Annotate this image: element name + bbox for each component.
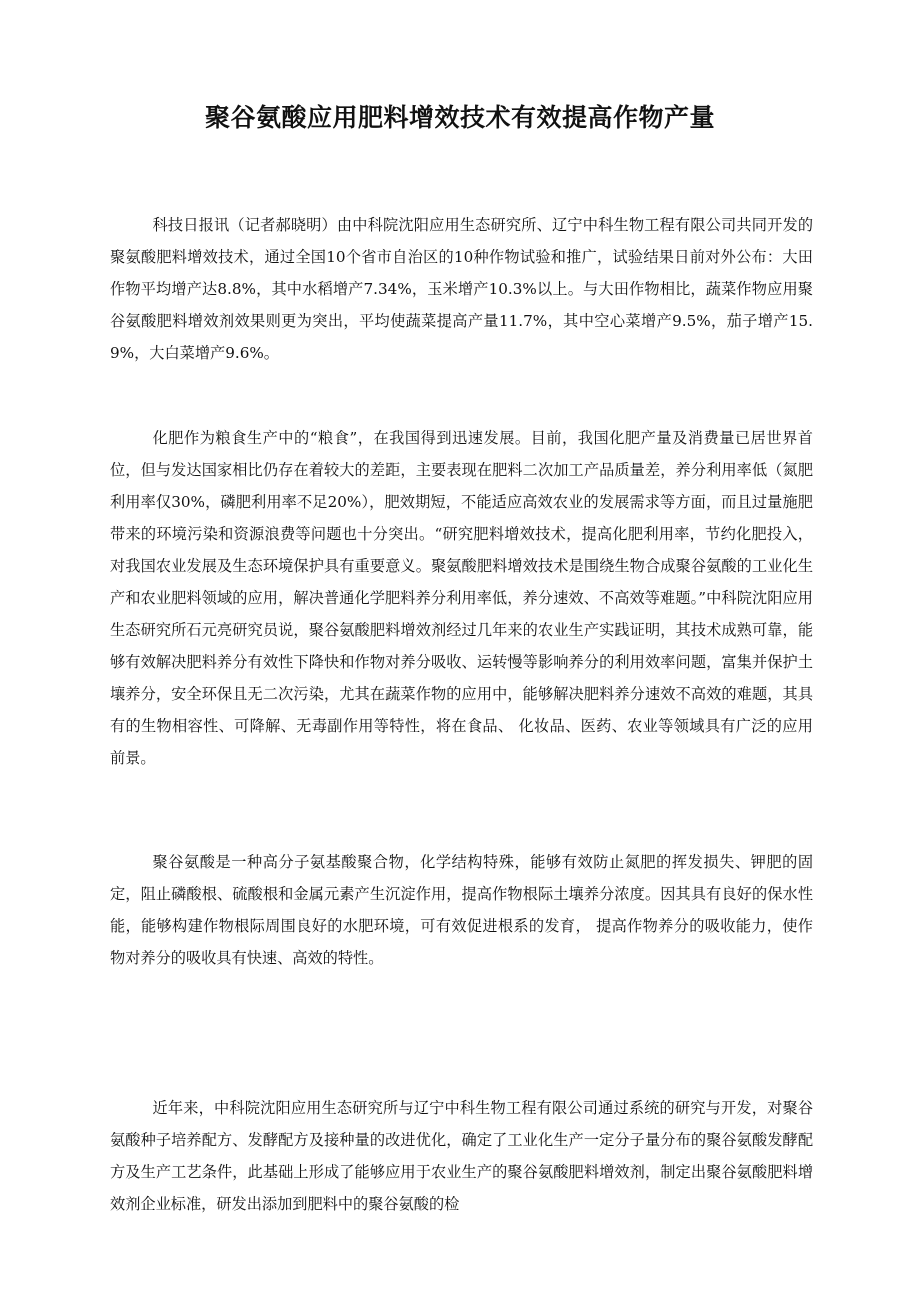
paragraph-4: 近年来，中科院沈阳应用生态研究所与辽宁中科生物工程有限公司通过系统的研究与开发，对聚谷氨酸种子培养配方、发酵配方及接种量的改进优化，确定了工业化生产一定分子量分布的聚谷氨酸发酵配方及生产工艺条件，此基础上形成了能够应用于农业生产的聚谷氨酸肥料增效剂，制定出聚谷氨酸肥料增效剂企业标准，研发出添加到肥料中的聚谷氨酸的检 (110, 1099, 813, 1213)
paragraph-1: 科技日报讯（记者郝晓明）由中科院沈阳应用生态研究所、辽宁中科生物工程有限公司共同开发的聚氨酸肥料增效技术，通过全国10个省市自治区的10种作物试验和推广，试验结果日前对外公布：大田作物平均增产达8.8%，其中水稻增产7.34%，玉米增产10.3%以上。与大田作物相比，蔬菜作物应用聚谷氨酸肥料增效剂效果则更为突出，平均使蔬菜提高产量11.7%，其中空心菜增产9.5%，茄子增产15.9%，大白菜增产9.6%。 (110, 216, 813, 362)
paragraph-2: 化肥作为粮食生产中的“粮食”，在我国得到迅速发展。目前，我国化肥产量及消费量已居世界首位，但与发达国家相比仍存在着较大的差距，主要表现在肥料二次加工产品质量差，养分利用率低（氮肥利用率仅30%，磷肥利用率不足20%），肥效期短，不能适应高效农业的发展需求等方面，而且过量施肥带来的环境污染和资源浪费等问题也十分突出。“研究肥料增效技术，提高化肥利用率，节约化肥投入，对我国农业发展及生态环境保护具有重要意义。聚氨酸肥料增效技术是围绕生物合成聚谷氨酸的工业化生产和农业肥料领域的应用，解决普通化学肥料养分利用率低，养分速效、不高效等难题。”中科院沈阳应用生态研究所石元亮研究员说，聚谷氨酸肥料增效剂经过几年来的农业生产实践证明，其技术成熟可靠，能够有效解决肥料养分有效性下降快和作物对养分吸收、运转慢等影响养分的利用效率问题，富集并保护土壤养分，安全环保且无二次污染，尤其在蔬菜作物的应用中，能够解决肥料养分速效不高效的难题，其具有的生物相容性、可降解、无毒副作用等特性，将在食品、 化妆品、医药、农业等领域具有广泛的应用前景。 (110, 429, 813, 767)
article-title: 聚谷氨酸应用肥料增效技术有效提高作物产量 (204, 103, 715, 132)
paragraph-3: 聚谷氨酸是一种高分子氨基酸聚合物，化学结构特殊，能够有效防止氮肥的挥发损失、钾肥的固定，阻止磷酸根、硫酸根和金属元素产生沉淀作用，提高作物根际土壤养分浓度。因其具有良好的保水性能，能够构建作物根际周围良好的水肥环境，可有效促进根系的发育， 提高作物养分的吸收能力，使作物对养分的吸收具有快速、高效的特性。 (110, 853, 813, 967)
